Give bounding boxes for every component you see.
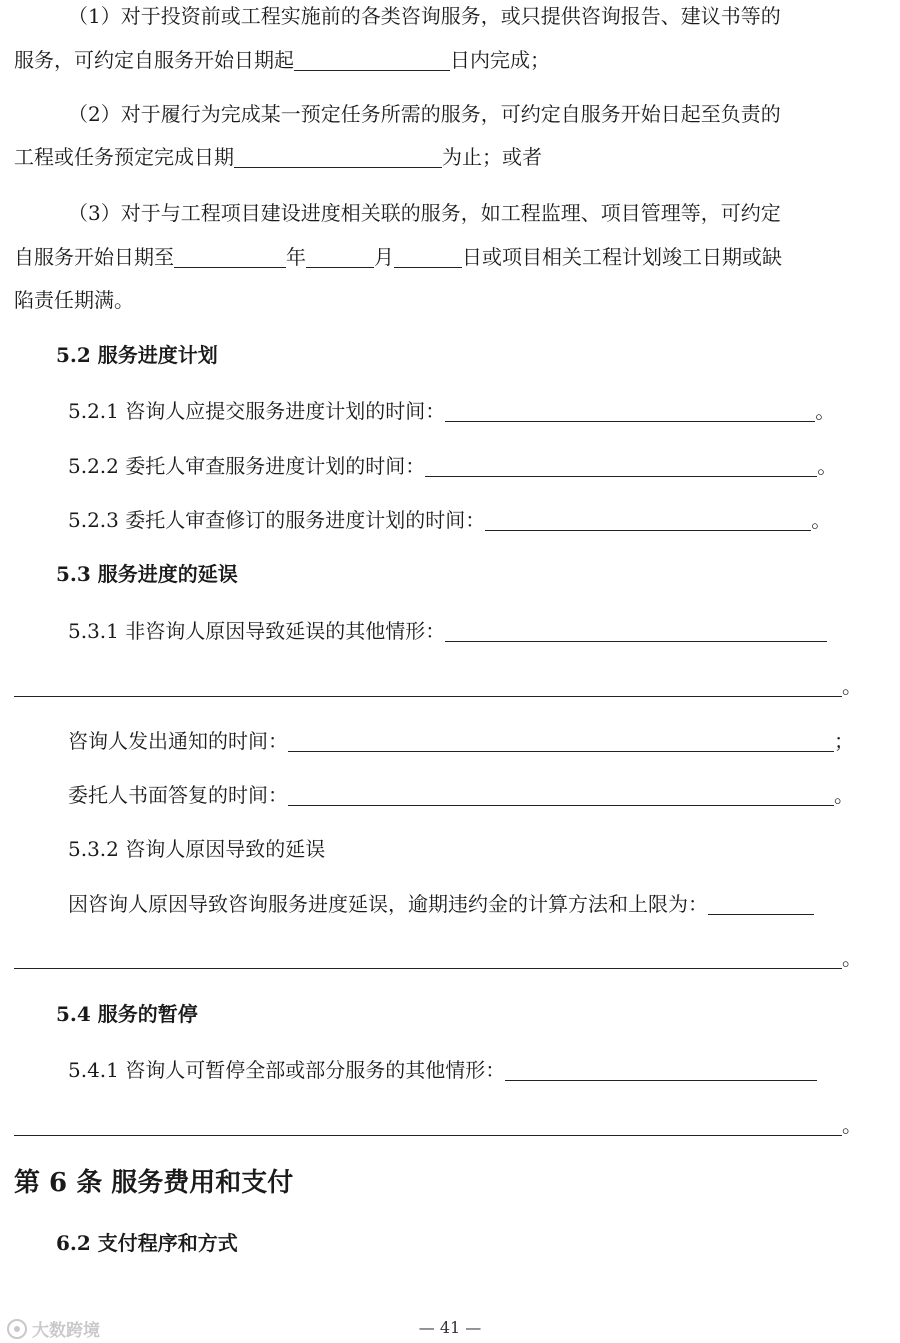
- blank-5-3-1-cont[interactable]: [14, 676, 842, 697]
- paragraph-1-line-1: （1）对于投资前或工程实施前的各类咨询服务，或只提供咨询报告、建议书等的: [68, 4, 781, 28]
- page-number: — 41 —: [418, 1318, 482, 1337]
- paragraph-3-line-3: 陷责任期满。: [14, 288, 134, 312]
- penalty-method: [68, 890, 900, 918]
- text: 为止；或者: [442, 145, 542, 169]
- penalty-continuation: [14, 944, 900, 972]
- text: 。: [817, 454, 838, 478]
- blank-5-4-1[interactable]: [505, 1060, 817, 1081]
- paragraph-3-line-2: [14, 243, 900, 271]
- text: 。: [811, 508, 832, 532]
- text: 年: [286, 245, 306, 269]
- item-5-3-2: 5.3.2 咨询人原因导致的延误: [68, 837, 326, 861]
- blank-5-2-3[interactable]: [485, 510, 811, 531]
- text: 委托人书面答复的时间：: [68, 783, 288, 807]
- blank-penalty-cont[interactable]: [14, 948, 842, 969]
- section-5-3-title: 5.3 服务进度的延误: [56, 562, 238, 586]
- text: 。: [842, 946, 862, 970]
- text: 工程或任务预定完成日期: [14, 145, 234, 169]
- blank-day[interactable]: [394, 247, 462, 268]
- text: 5.3.1 非咨询人原因导致延误的其他情形：: [68, 619, 446, 643]
- text: 服务，可约定自服务开始日期起: [14, 48, 294, 72]
- text: 日内完成；: [450, 48, 550, 72]
- blank-days[interactable]: [294, 50, 450, 71]
- text: 。: [842, 674, 862, 698]
- article-6-title: 第 6 条 服务费用和支付: [14, 1168, 294, 1198]
- blank-penalty[interactable]: [708, 894, 814, 915]
- blank-completion-date[interactable]: [234, 147, 442, 168]
- text: ；: [834, 729, 854, 753]
- item-5-3-1-continuation: [14, 672, 900, 700]
- blank-year[interactable]: [174, 247, 286, 268]
- blank-month[interactable]: [306, 247, 374, 268]
- reply-time: [68, 781, 900, 809]
- item-5-4-1-continuation: [14, 1111, 900, 1139]
- item-5-3-1: [68, 617, 900, 645]
- text: 5.2.1 咨询人应提交服务进度计划的时间：: [68, 399, 446, 423]
- notice-time: [68, 727, 900, 755]
- item-5-4-1: [68, 1056, 900, 1084]
- text: 自服务开始日期至: [14, 245, 174, 269]
- section-6-2-title: 6.2 支付程序和方式: [56, 1231, 238, 1255]
- text: 因咨询人原因导致咨询服务进度延误，逾期违约金的计算方法和上限为：: [68, 892, 708, 916]
- paragraph-2-line-1: （2）对于履行为完成某一预定任务所需的服务，可约定自服务开始日起至负责的: [68, 102, 781, 126]
- text: 咨询人发出通知的时间：: [68, 729, 288, 753]
- blank-5-2-2[interactable]: [425, 456, 817, 477]
- item-5-2-3: [68, 506, 900, 534]
- item-5-2-1: [68, 397, 900, 425]
- section-5-4-title: 5.4 服务的暂停: [56, 1002, 198, 1026]
- text: 。: [842, 1113, 862, 1137]
- text: 5.4.1 咨询人可暂停全部或部分服务的其他情形：: [68, 1058, 506, 1082]
- text: 5.2.2 委托人审查服务进度计划的时间：: [68, 454, 426, 478]
- blank-reply-time[interactable]: [288, 785, 834, 806]
- text: 。: [834, 783, 854, 807]
- blank-5-3-1[interactable]: [445, 621, 827, 642]
- text: 日或项目相关工程计划竣工日期或缺: [462, 245, 782, 269]
- section-5-2-title: 5.2 服务进度计划: [56, 343, 218, 367]
- text: 5.2.3 委托人审查修订的服务进度计划的时间：: [68, 508, 486, 532]
- paragraph-2-line-2: [14, 143, 900, 171]
- watermark-text: 大数跨境: [32, 1321, 100, 1341]
- item-5-2-2: [68, 452, 900, 480]
- text: 月: [374, 245, 394, 269]
- paragraph-3-line-1: （3）对于与工程项目建设进度相关联的服务，如工程监理、项目管理等，可约定: [68, 201, 781, 225]
- blank-5-2-1[interactable]: [445, 401, 815, 422]
- paragraph-1-line-2: [14, 46, 900, 74]
- blank-notice-time[interactable]: [288, 731, 834, 752]
- blank-5-4-1-cont[interactable]: [14, 1115, 842, 1136]
- text: 。: [815, 399, 836, 423]
